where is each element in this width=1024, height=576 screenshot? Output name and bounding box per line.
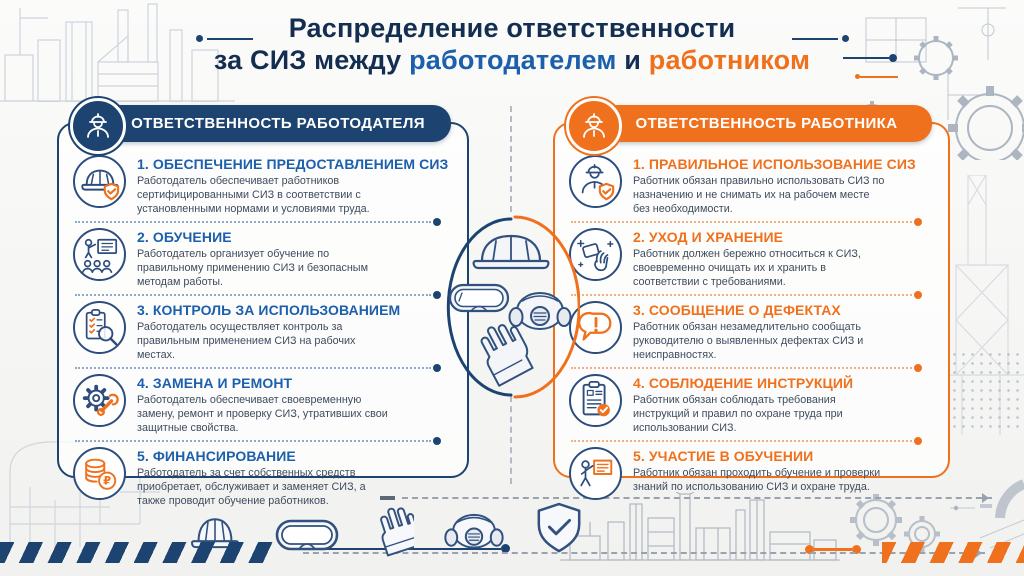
dot-grid-art [950,350,1020,434]
worker-panel-header: ОТВЕТСТВЕННОСТЬ РАБОТНИКА [601,105,932,142]
checklist-magnifier-icon [73,301,126,354]
title-worker-word: работником [648,44,811,75]
item-title: 2. ОБУЧЕНИЕ [137,229,232,246]
helmet-shield-icon [73,155,126,208]
list-item [559,295,946,368]
coins-ruble-icon [73,447,126,500]
item-title: 2. УХОД И ХРАНЕНИЕ [633,229,784,246]
item-desc: Работник обязан правильно использовать СИЗ по назначению и не снимать их на рабочем месте без необходимости. [633,175,885,216]
item-title: 5. ФИНАНСИРОВАНИЕ [137,448,296,465]
item-title: 3. КОНТРОЛЬ ЗА ИСПОЛЬЗОВАНИЕМ [137,302,401,319]
employer-panel-header: ОТВЕТСТВЕННОСТЬ РАБОТОДАТЕЛЯ [105,105,451,142]
item-desc: Работодатель организует обучение по правильному применению СИЗ и безопасным методам работы. [137,248,368,289]
svg-text:₽: ₽ [102,475,111,488]
worker-badge [566,98,622,154]
hazard-stripe-right [882,542,1024,563]
employer-items [59,124,467,518]
title-conjunction: и [624,44,642,75]
glove-icon [473,317,536,386]
list-item [559,149,946,222]
title-line-2 [0,45,1024,77]
goggles-icon [450,285,508,311]
list-item [559,368,946,441]
list-item [63,222,465,295]
item-title: 1. ОБЕСПЕЧЕНИЕ ПРЕДОСТАВЛЕНИЕМ СИЗ [137,156,449,172]
item-desc: Работник обязан незамедлительно сообщать руководителю о выявленных дефектах СИЗ и неисправностях. [633,321,864,362]
training-pointer-icon [569,447,622,500]
worker-items [555,124,948,510]
training-board-icon [73,228,126,281]
worker-badge-icon [82,110,114,142]
worker-badge-icon [578,110,610,142]
item-title: 5. УЧАСТИЕ В ОБУЧЕНИИ [633,448,814,465]
item-desc: Работник обязан соблюдать требования инструкций и правил по охране труда при использовании СИЗ. [633,394,843,435]
item-title: 1. ПРАВИЛЬНОЕ ИСПОЛЬЗОВАНИЕ СИЗ [633,156,916,172]
employer-badge [70,98,126,154]
item-desc: Работодатель осуществляет контроль за правильным применением СИЗ на рабочих местах. [137,321,356,362]
item-desc: Работодатель за счет собственных средств приобретает, обслуживает и заменяет СИЗ, а также проводит обучение работников. [137,467,366,508]
item-title: 4. СОБЛЮДЕНИЕ ИНСТРУКЦИЙ [633,375,854,392]
goggles-icon [274,515,340,557]
item-title: 4. ЗАМЕНА И РЕМОНТ [137,375,293,392]
worker-panel [553,115,950,494]
gear-wrench-icon [73,374,126,427]
title-employer-word: работодателем [409,44,617,75]
list-item [63,295,465,368]
hazard-stripe-left [0,542,283,563]
respirator-icon [510,293,571,329]
center-dashed-line-top [510,106,512,212]
ppe-center-group [442,213,580,406]
page-title [0,13,1024,77]
item-desc: Работник обязан проходить обучение и проверки знаний по использованию СИЗ и охране труда. [633,467,881,494]
center-dashed-line-bottom [510,396,512,484]
list-item [63,368,465,441]
item-desc: Работодатель обеспечивает работников сертифицированными СИЗ в соответствии с установленными нормами и условиями труда. [137,175,370,216]
list-item [63,441,465,514]
title-line-1: Распределение ответственности [288,13,736,43]
tower-art-right [948,175,1024,440]
hard-hat-icon [474,236,549,268]
worker-shield-icon [569,155,622,208]
title-prefix: за СИЗ между [213,44,402,75]
list-item [559,441,946,506]
list-item [559,222,946,295]
item-desc: Работник должен бережно относиться к СИЗ, своевременно очищать их и хранить в соответствии с требованиями. [633,248,861,289]
item-title: 3. СООБЩЕНИЕ О ДЕФЕКТАХ [633,302,841,319]
list-item [63,149,465,222]
employer-panel [57,115,469,508]
item-desc: Работодатель обеспечивает своевременную замену, ремонт и проверку СИЗ, утративших свои защитные свойства. [137,394,388,435]
